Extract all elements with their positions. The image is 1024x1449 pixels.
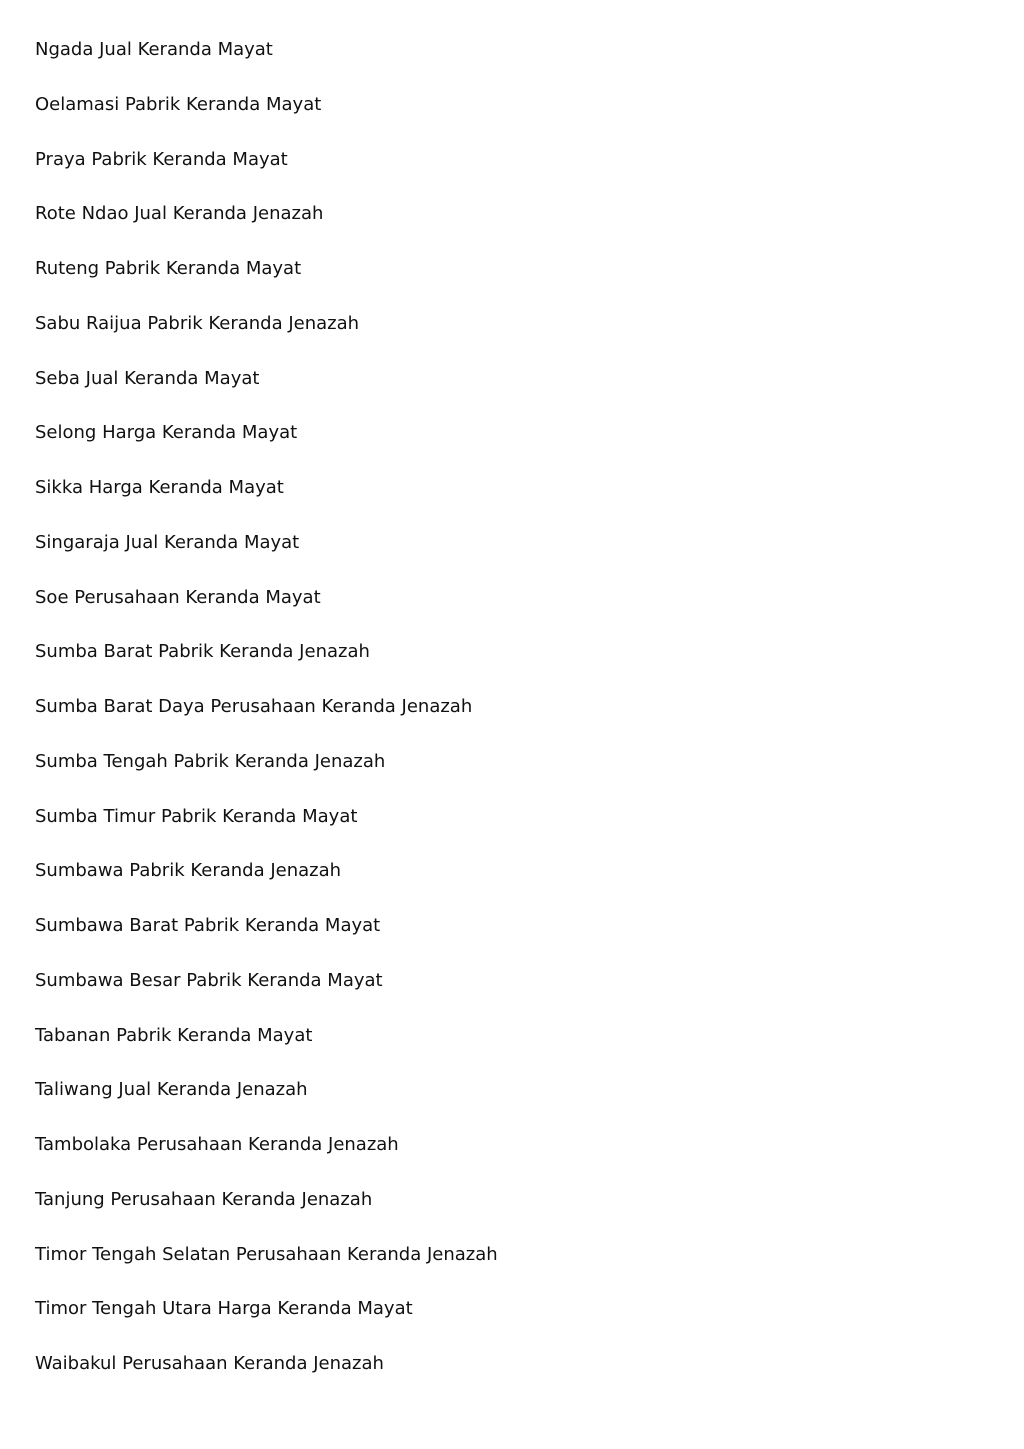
list-item: Waibakul Perusahaan Keranda Jenazah (35, 1353, 384, 1374)
list-item: Tambolaka Perusahaan Keranda Jenazah (35, 1134, 399, 1155)
list-item: Sabu Raijua Pabrik Keranda Jenazah (35, 312, 360, 334)
list-item: Soe Perusahaan Keranda Mayat (35, 586, 321, 608)
list-item: Sumba Timur Pabrik Keranda Mayat (35, 805, 358, 827)
list-item: Taliwang Jual Keranda Jenazah (35, 1079, 308, 1101)
list-item: Sumba Barat Pabrik Keranda Jenazah (35, 641, 370, 663)
list-item: Sumba Tengah Pabrik Keranda Jenazah (35, 750, 386, 772)
list-item: Sumbawa Pabrik Keranda Jenazah (35, 860, 342, 882)
list-item: Sumbawa Barat Pabrik Keranda Mayat (35, 915, 381, 936)
text-list (35, 36, 498, 1405)
list-item: Timor Tengah Utara Harga Keranda Mayat (35, 1298, 413, 1320)
list-item: Ngada Jual Keranda Mayat (35, 39, 273, 60)
list-item: Selong Harga Keranda Mayat (35, 422, 298, 444)
list-item: Oelamasi Pabrik Keranda Mayat (35, 93, 322, 115)
list-item: Sikka Harga Keranda Mayat (35, 477, 284, 498)
list-item: Rote Ndao Jual Keranda Jenazah (35, 203, 324, 225)
list-item: Seba Jual Keranda Mayat (35, 367, 260, 389)
list-item: Timor Tengah Selatan Perusahaan Keranda Jenazah (35, 1243, 498, 1265)
list-item: Tanjung Perusahaan Keranda Jenazah (35, 1188, 373, 1210)
list-item: Singaraja Jual Keranda Mayat (35, 531, 300, 553)
list-item: Ruteng Pabrik Keranda Mayat (35, 258, 302, 279)
list-item: Praya Pabrik Keranda Mayat (35, 148, 288, 170)
list-item: Sumbawa Besar Pabrik Keranda Mayat (35, 969, 383, 991)
list-item: Tabanan Pabrik Keranda Mayat (35, 1024, 313, 1046)
list-item: Sumba Barat Daya Perusahaan Keranda Jenazah (35, 696, 473, 717)
